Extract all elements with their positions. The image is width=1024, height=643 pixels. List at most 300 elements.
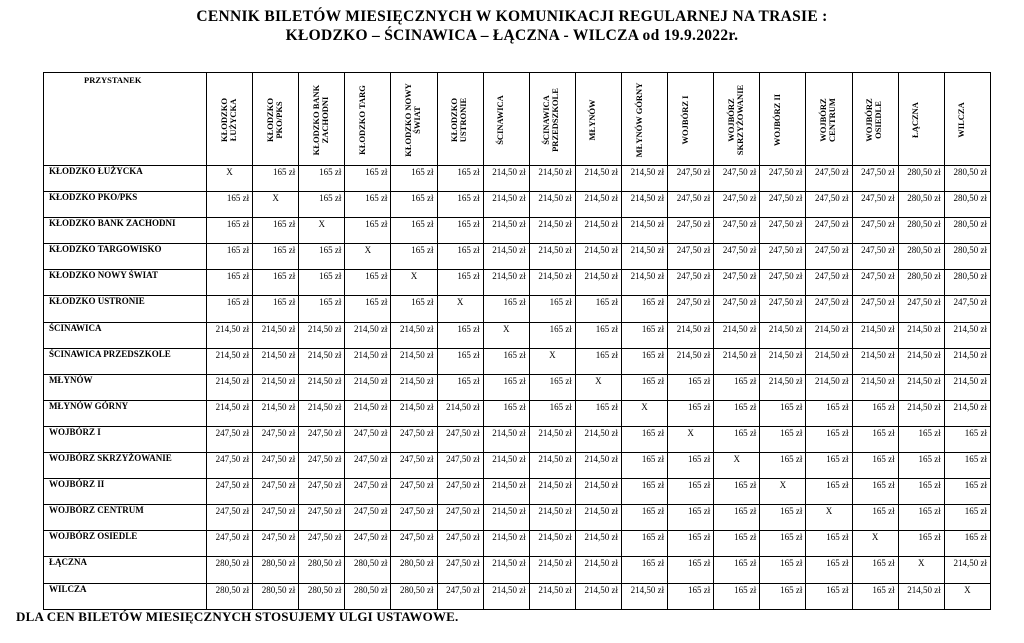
price-cell: 214,50 zł [944,557,990,583]
price-cell: 165 zł [437,322,483,348]
price-cell: 247,50 zł [437,557,483,583]
price-cell: 280,50 zł [898,166,944,192]
price-cell: 214,50 zł [944,400,990,426]
price-cell: 165 zł [299,244,345,270]
price-cell: 214,50 zł [621,244,667,270]
header-row [44,73,991,166]
price-cell: 165 zł [760,400,806,426]
price-cell: 247,50 zł [437,583,483,609]
price-cell: 247,50 zł [852,166,898,192]
price-cell: 247,50 zł [714,218,760,244]
column-header-label: WOJBÓRZ OSIEDLE [864,98,884,142]
price-cell: 165 zł [621,557,667,583]
price-cell: 165 zł [207,218,253,244]
price-cell: 214,50 zł [529,166,575,192]
price-cell: 165 zł [668,479,714,505]
price-cell: 214,50 zł [483,218,529,244]
price-cell: 280,50 zł [898,270,944,296]
price-cell: 165 zł [714,400,760,426]
price-cell: 165 zł [575,348,621,374]
price-cell: 247,50 zł [253,505,299,531]
price-cell: 247,50 zł [253,426,299,452]
price-cell: 214,50 zł [483,244,529,270]
price-cell: 247,50 zł [253,453,299,479]
price-cell: 214,50 zł [806,374,852,400]
price-cell: 247,50 zł [760,296,806,322]
price-cell: 247,50 zł [806,192,852,218]
same-stop-cell: X [852,531,898,557]
price-cell: 280,50 zł [944,244,990,270]
price-cell: 214,50 zł [529,192,575,218]
price-cell: 165 zł [621,505,667,531]
price-cell: 165 zł [944,531,990,557]
price-cell: 165 zł [391,192,437,218]
price-cell: 214,50 zł [575,505,621,531]
price-cell: 165 zł [852,479,898,505]
price-cell: 214,50 zł [483,531,529,557]
fare-table [43,72,991,610]
price-cell: 247,50 zł [345,505,391,531]
row-label: MŁYNÓW [44,374,207,400]
price-cell: 214,50 zł [483,426,529,452]
price-cell: 214,50 zł [299,374,345,400]
price-cell: 214,50 zł [345,348,391,374]
price-cell: 214,50 zł [529,557,575,583]
price-cell: 165 zł [714,531,760,557]
price-cell: 247,50 zł [668,244,714,270]
price-cell: 214,50 zł [207,348,253,374]
price-cell: 165 zł [714,505,760,531]
price-cell: 214,50 zł [299,400,345,426]
row-label: WOJBÓRZ I [44,426,207,452]
price-cell: 214,50 zł [529,270,575,296]
price-cell: 165 zł [806,479,852,505]
price-cell: 214,50 zł [621,270,667,296]
price-cell: 165 zł [806,426,852,452]
price-cell: 165 zł [714,557,760,583]
price-cell: 165 zł [299,166,345,192]
price-cell: 247,50 zł [852,270,898,296]
column-header [760,73,806,166]
price-cell: 165 zł [806,583,852,609]
price-cell: 247,50 zł [345,479,391,505]
price-cell: 214,50 zł [207,374,253,400]
column-header-label: ŁĄCZNA [910,102,921,138]
column-header [207,73,253,166]
price-cell: 165 zł [575,400,621,426]
price-cell: 165 zł [760,453,806,479]
price-cell: 165 zł [391,296,437,322]
price-cell: 165 zł [529,296,575,322]
price-cell: 214,50 zł [345,322,391,348]
same-stop-cell: X [391,270,437,296]
price-cell: 165 zł [621,531,667,557]
price-cell: 214,50 zł [391,348,437,374]
row-label: WOJBÓRZ OSIEDLE [44,531,207,557]
row-label: KŁODZKO BANK ZACHODNI [44,218,207,244]
row-label: ŁĄCZNA [44,557,207,583]
price-cell: 214,50 zł [207,400,253,426]
price-cell: 165 zł [898,505,944,531]
price-cell: 214,50 zł [944,374,990,400]
column-header-label: WOJBÓRZ I [679,95,690,145]
column-header [575,73,621,166]
table-row [44,531,991,557]
row-label: KŁODZKO PKO/PKS [44,192,207,218]
price-cell: 247,50 zł [668,218,714,244]
column-header [483,73,529,166]
price-cell: 247,50 zł [391,505,437,531]
column-header-label: WOJBÓRZ II [771,93,782,147]
price-cell: 165 zł [345,270,391,296]
price-cell: 214,50 zł [391,322,437,348]
price-cell: 247,50 zł [852,192,898,218]
price-cell: 247,50 zł [760,244,806,270]
price-cell: 214,50 zł [483,557,529,583]
price-cell: 214,50 zł [391,374,437,400]
column-header [253,73,299,166]
price-cell: 214,50 zł [575,583,621,609]
row-label: KŁODZKO ŁUŻYCKA [44,166,207,192]
same-stop-cell: X [483,322,529,348]
price-cell: 280,50 zł [207,557,253,583]
price-cell: 165 zł [483,296,529,322]
price-cell: 214,50 zł [944,348,990,374]
price-cell: 165 zł [483,348,529,374]
price-cell: 165 zł [621,453,667,479]
price-cell: 214,50 zł [575,557,621,583]
column-header [437,73,483,166]
price-cell: 214,50 zł [760,322,806,348]
price-cell: 165 zł [806,453,852,479]
price-cell: 165 zł [575,296,621,322]
price-cell: 214,50 zł [575,270,621,296]
price-cell: 214,50 zł [898,348,944,374]
price-cell: 165 zł [668,557,714,583]
price-cell: 165 zł [253,218,299,244]
table-row [44,557,991,583]
price-cell: 165 zł [621,426,667,452]
price-cell: 214,50 zł [529,426,575,452]
price-cell: 247,50 zł [714,296,760,322]
price-cell: 247,50 zł [760,270,806,296]
row-label: KŁODZKO USTRONIE [44,296,207,322]
price-cell: 214,50 zł [852,374,898,400]
price-cell: 247,50 zł [668,296,714,322]
fare-table-body [44,166,991,610]
column-header [668,73,714,166]
price-cell: 214,50 zł [575,426,621,452]
price-cell: 280,50 zł [944,218,990,244]
price-cell: 214,50 zł [575,453,621,479]
price-cell: 165 zł [621,348,667,374]
table-row [44,270,991,296]
price-cell: 165 zł [852,557,898,583]
price-cell: 214,50 zł [575,531,621,557]
price-cell: 214,50 zł [898,583,944,609]
row-label: ŚCINAWICA [44,322,207,348]
price-cell: 247,50 zł [345,426,391,452]
price-cell: 247,50 zł [345,531,391,557]
price-cell: 280,50 zł [391,557,437,583]
price-cell: 165 zł [944,505,990,531]
price-cell: 214,50 zł [529,453,575,479]
price-cell: 214,50 zł [529,218,575,244]
price-cell: 214,50 zł [437,400,483,426]
price-cell: 214,50 zł [483,270,529,296]
price-cell: 214,50 zł [714,348,760,374]
price-cell: 214,50 zł [345,400,391,426]
price-cell: 214,50 zł [575,479,621,505]
price-cell: 165 zł [898,479,944,505]
price-cell: 165 zł [345,218,391,244]
price-cell: 247,50 zł [714,166,760,192]
same-stop-cell: X [437,296,483,322]
price-cell: 165 zł [345,296,391,322]
column-header [852,73,898,166]
price-cell: 165 zł [760,426,806,452]
row-label: KŁODZKO NOWY ŚWIAT [44,270,207,296]
row-label: WOJBÓRZ CENTRUM [44,505,207,531]
price-cell: 165 zł [391,218,437,244]
price-cell: 247,50 zł [207,426,253,452]
price-cell: 165 zł [345,166,391,192]
price-cell: 165 zł [391,244,437,270]
table-row [44,244,991,270]
column-header-label: KŁODZKO PKO/PKS [264,98,284,142]
price-cell: 165 zł [207,270,253,296]
column-header-label: KŁODZKO BANK ZACHODNI [310,84,330,156]
price-cell: 247,50 zł [806,166,852,192]
table-row [44,453,991,479]
table-row [44,479,991,505]
price-cell: 165 zł [760,583,806,609]
price-cell: 247,50 zł [806,296,852,322]
price-cell: 214,50 zł [483,505,529,531]
same-stop-cell: X [944,583,990,609]
price-cell: 165 zł [668,583,714,609]
price-cell: 247,50 zł [391,479,437,505]
price-cell: 214,50 zł [299,348,345,374]
corner-label: PRZYSTANEK [44,73,207,166]
column-header [806,73,852,166]
price-cell: 214,50 zł [253,322,299,348]
price-cell: 165 zł [898,426,944,452]
column-header [391,73,437,166]
price-cell: 247,50 zł [668,270,714,296]
price-cell: 165 zł [437,166,483,192]
price-cell: 165 zł [852,400,898,426]
price-cell: 247,50 zł [714,192,760,218]
price-cell: 165 zł [483,400,529,426]
same-stop-cell: X [207,166,253,192]
price-cell: 165 zł [806,531,852,557]
price-cell: 247,50 zł [299,453,345,479]
price-cell: 165 zł [760,505,806,531]
price-cell: 214,50 zł [299,322,345,348]
price-cell: 247,50 zł [714,244,760,270]
price-cell: 214,50 zł [529,505,575,531]
price-cell: 165 zł [668,505,714,531]
price-cell: 214,50 zł [668,348,714,374]
price-cell: 165 zł [852,426,898,452]
same-stop-cell: X [898,557,944,583]
column-header-label: ŚCINAWICA [495,95,506,145]
document-title-line-1: CENNIK BILETÓW MIESIĘCZNYCH W KOMUNIKACJI REGULARNEJ NA TRASIE : [196,8,828,25]
table-row [44,296,991,322]
price-cell: 214,50 zł [760,348,806,374]
price-cell: 165 zł [437,218,483,244]
price-cell: 247,50 zł [207,479,253,505]
price-cell: 247,50 zł [437,479,483,505]
price-cell: 165 zł [345,192,391,218]
price-cell: 165 zł [621,296,667,322]
price-cell: 165 zł [668,374,714,400]
price-cell: 247,50 zł [668,192,714,218]
price-cell: 165 zł [806,400,852,426]
price-cell: 165 zł [852,583,898,609]
price-cell: 165 zł [714,479,760,505]
price-cell: 247,50 zł [391,426,437,452]
price-cell: 165 zł [621,479,667,505]
price-cell: 165 zł [437,192,483,218]
price-cell: 165 zł [944,426,990,452]
price-cell: 214,50 zł [898,374,944,400]
price-cell: 247,50 zł [806,270,852,296]
price-cell: 214,50 zł [575,218,621,244]
price-cell: 214,50 zł [207,322,253,348]
price-cell: 165 zł [944,479,990,505]
price-cell: 214,50 zł [253,348,299,374]
price-cell: 165 zł [207,296,253,322]
price-cell: 214,50 zł [575,166,621,192]
price-cell: 214,50 zł [253,400,299,426]
price-cell: 247,50 zł [207,531,253,557]
price-cell: 214,50 zł [391,400,437,426]
price-cell: 214,50 zł [575,192,621,218]
price-cell: 165 zł [806,557,852,583]
price-cell: 247,50 zł [760,218,806,244]
same-stop-cell: X [529,348,575,374]
column-header-label: KŁODZKO TARG [356,85,367,155]
price-cell: 165 zł [299,192,345,218]
price-cell: 247,50 zł [207,505,253,531]
price-cell: 247,50 zł [944,296,990,322]
price-cell: 247,50 zł [391,453,437,479]
row-label: WOJBÓRZ SKRZYŻOWANIE [44,453,207,479]
table-row [44,583,991,609]
price-cell: 247,50 zł [253,479,299,505]
table-row [44,374,991,400]
column-header-label: KŁODZKO ŁUŻYCKA [218,98,238,142]
price-cell: 280,50 zł [299,583,345,609]
price-cell: 214,50 zł [852,322,898,348]
price-cell: 165 zł [437,374,483,400]
same-stop-cell: X [253,192,299,218]
footer-note: DLA CEN BILETÓW MIESIĘCZNYCH STOSUJEMY ULGI USTAWOWE. [16,609,459,624]
price-cell: 247,50 zł [898,296,944,322]
price-cell: 280,50 zł [898,244,944,270]
price-cell: 247,50 zł [207,453,253,479]
price-cell: 280,50 zł [944,166,990,192]
price-cell: 165 zł [668,400,714,426]
row-label: WILCZA [44,583,207,609]
price-cell: 165 zł [529,322,575,348]
price-cell: 247,50 zł [760,192,806,218]
column-header [299,73,345,166]
price-cell: 247,50 zł [437,505,483,531]
table-row [44,400,991,426]
price-cell: 280,50 zł [207,583,253,609]
column-header-label: KŁODZKO NOWY ŚWIAT [402,83,422,157]
price-cell: 280,50 zł [253,583,299,609]
price-cell: 214,50 zł [714,322,760,348]
row-label: WOJBÓRZ II [44,479,207,505]
price-cell: 247,50 zł [299,531,345,557]
price-cell: 214,50 zł [621,583,667,609]
price-cell: 214,50 zł [621,192,667,218]
price-cell: 280,50 zł [345,583,391,609]
price-cell: 165 zł [253,244,299,270]
price-cell: 247,50 zł [437,531,483,557]
price-cell: 247,50 zł [760,166,806,192]
price-cell: 165 zł [529,400,575,426]
price-cell: 247,50 zł [299,426,345,452]
price-cell: 165 zł [253,270,299,296]
price-cell: 165 zł [668,453,714,479]
price-cell: 214,50 zł [483,166,529,192]
price-cell: 247,50 zł [852,296,898,322]
price-cell: 214,50 zł [529,583,575,609]
price-cell: 214,50 zł [898,400,944,426]
price-cell: 165 zł [852,453,898,479]
price-cell: 214,50 zł [529,244,575,270]
price-cell: 247,50 zł [299,505,345,531]
price-cell: 247,50 zł [437,426,483,452]
column-header [529,73,575,166]
same-stop-cell: X [760,479,806,505]
table-row [44,426,991,452]
same-stop-cell: X [621,400,667,426]
price-cell: 165 zł [437,244,483,270]
price-cell: 280,50 zł [944,270,990,296]
column-header [944,73,990,166]
price-cell: 214,50 zł [898,322,944,348]
price-cell: 165 zł [253,166,299,192]
same-stop-cell: X [575,374,621,400]
document-title-line-2: KŁODZKO – ŚCINAWICA – ŁĄCZNA - WILCZA od 19.9.2022r. [285,27,739,44]
price-cell: 165 zł [668,531,714,557]
table-row [44,218,991,244]
price-cell: 214,50 zł [345,374,391,400]
price-cell: 165 zł [483,374,529,400]
price-cell: 247,50 zł [345,453,391,479]
price-cell: 214,50 zł [944,322,990,348]
price-cell: 280,50 zł [391,583,437,609]
price-cell: 280,50 zł [944,192,990,218]
price-cell: 214,50 zł [760,374,806,400]
price-cell: 165 zł [391,166,437,192]
column-header [714,73,760,166]
price-cell: 214,50 zł [483,479,529,505]
price-cell: 214,50 zł [483,453,529,479]
price-cell: 247,50 zł [299,479,345,505]
price-cell: 247,50 zł [391,531,437,557]
column-header-label: WOJBÓRZ CENTRUM [817,98,837,142]
column-header [345,73,391,166]
price-cell: 280,50 zł [898,218,944,244]
price-cell: 247,50 zł [714,270,760,296]
